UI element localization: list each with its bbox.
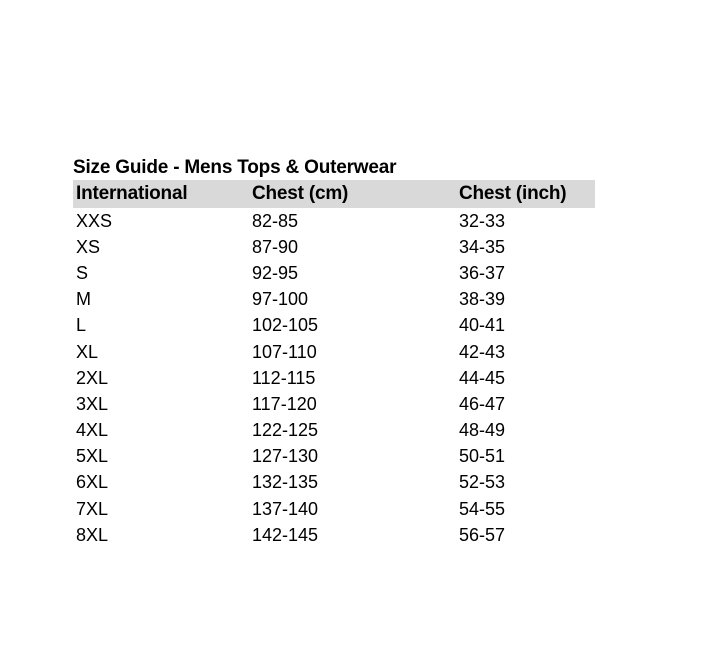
size-guide-title: Size Guide - Mens Tops & Outerwear xyxy=(73,157,397,178)
chest-cm-cell: 87-90 xyxy=(252,236,299,257)
size-cell: 6XL xyxy=(76,472,109,493)
table-row xyxy=(73,208,595,234)
column-header-chest-inch: Chest (inch) xyxy=(459,183,567,204)
table-row xyxy=(73,339,595,365)
size-cell: XXS xyxy=(76,210,113,231)
size-cell: XS xyxy=(76,236,101,257)
size-cell: M xyxy=(76,289,91,310)
size-cell: 5XL xyxy=(76,446,109,467)
chest-inch-cell: 50-51 xyxy=(459,446,506,467)
table-row xyxy=(73,418,595,444)
chest-inch-cell: 48-49 xyxy=(459,420,506,441)
column-header-international: International xyxy=(76,183,188,204)
chest-cm-cell: 107-110 xyxy=(252,341,317,362)
chest-cm-cell: 92-95 xyxy=(252,262,299,283)
table-row xyxy=(73,391,595,417)
chest-inch-cell: 54-55 xyxy=(459,498,506,519)
size-cell: 4XL xyxy=(76,420,109,441)
chest-cm-cell: 127-130 xyxy=(252,446,319,467)
size-cell: XL xyxy=(76,341,99,362)
table-body xyxy=(73,208,595,548)
chest-inch-cell: 38-39 xyxy=(459,289,506,310)
chest-cm-cell: 137-140 xyxy=(252,498,319,519)
table-row xyxy=(73,365,595,391)
chest-inch-cell: 44-45 xyxy=(459,367,506,388)
column-header-chest-cm: Chest (cm) xyxy=(252,183,349,204)
size-cell: 8XL xyxy=(76,524,109,545)
size-table xyxy=(73,180,595,548)
table-row xyxy=(73,522,595,548)
table-header-row xyxy=(73,180,595,208)
table-row xyxy=(73,260,595,286)
table-row xyxy=(73,496,595,522)
chest-inch-cell: 40-41 xyxy=(459,315,506,336)
table-row xyxy=(73,470,595,496)
size-cell: L xyxy=(76,315,87,336)
chest-inch-cell: 42-43 xyxy=(459,341,506,362)
chest-cm-cell: 142-145 xyxy=(252,524,319,545)
chest-inch-cell: 34-35 xyxy=(459,236,506,257)
chest-cm-cell: 97-100 xyxy=(252,289,309,310)
size-cell: 3XL xyxy=(76,393,109,414)
table-row xyxy=(73,313,595,339)
chest-inch-cell: 52-53 xyxy=(459,472,506,493)
chest-cm-cell: 112-115 xyxy=(252,367,316,388)
chest-cm-cell: 117-120 xyxy=(252,393,317,414)
chest-inch-cell: 36-37 xyxy=(459,262,506,283)
chest-cm-cell: 82-85 xyxy=(252,210,299,231)
table-row xyxy=(73,234,595,260)
chest-cm-cell: 102-105 xyxy=(252,315,319,336)
chest-inch-cell: 56-57 xyxy=(459,524,506,545)
size-cell: 7XL xyxy=(76,498,109,519)
size-cell: 2XL xyxy=(76,367,109,388)
size-guide xyxy=(73,156,595,548)
chest-cm-cell: 132-135 xyxy=(252,472,319,493)
table-row xyxy=(73,444,595,470)
chest-inch-cell: 32-33 xyxy=(459,210,506,231)
table-row xyxy=(73,287,595,313)
chest-cm-cell: 122-125 xyxy=(252,420,319,441)
size-cell: S xyxy=(76,262,89,283)
chest-inch-cell: 46-47 xyxy=(459,393,506,414)
